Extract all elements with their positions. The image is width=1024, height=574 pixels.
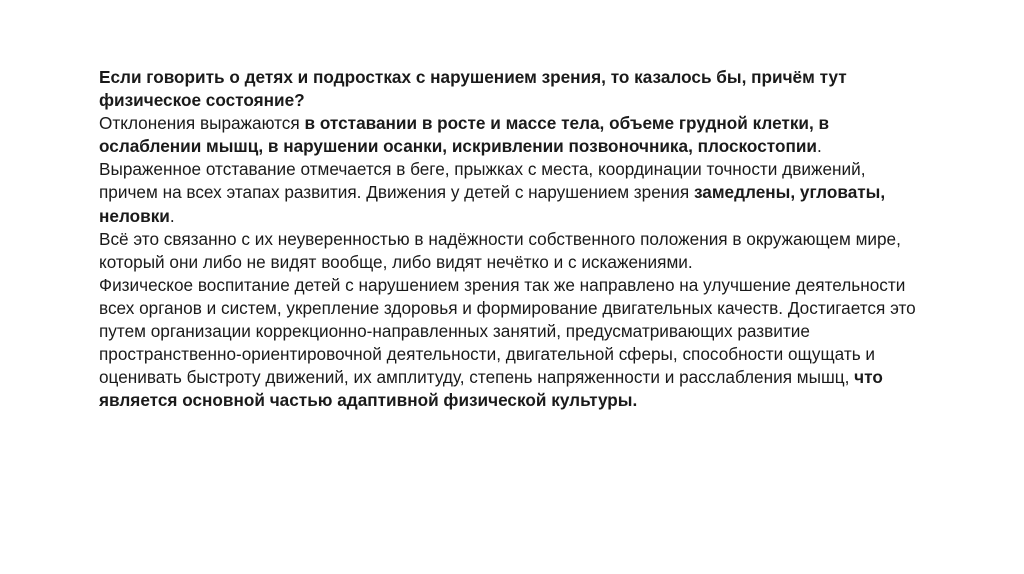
paragraph-deviations-lead: Отклонения выражаются [99,113,305,134]
paragraph-lag [99,158,929,227]
paragraph-deviations-bold: в отставании в росте и массе тела, объеме грудной клетки, в ослаблении мышц, в нарушении осанки, искривлении позвоночника, плоскостопии [99,113,830,157]
paragraph-deviations [99,112,929,158]
paragraph-education-bold: что является основной частью адаптивной физической культуры. [99,367,883,411]
paragraph-deviations-tail: . [816,136,822,157]
paragraph-education [99,274,929,413]
paragraph-lag-bold: замедлены, угловаты, неловки [99,182,886,226]
paragraph-uncertainty: Всё это связанно с их неуверенностью в надёжности собственного положения в окружающем мире, который они либо не видят вообще, либо видят нечётко и с искажениями. [99,228,901,272]
paragraph-lag-tail: . [169,205,175,226]
paragraph-education-lead: Физическое воспитание детей с нарушением зрения так же направлено на улучшение деятельности всех органов и систем, укрепление здоровья и формирование двигательных качеств. Достигается это путем организации коррекционно-направленных занятий, предусматривающих развитие пространственно-ориентировочной деятельности, двигательной сферы, способности ощущать и оценивать быстроту движений, их амплитуду, степень напряженности и расслабления мышц, [99,274,916,388]
question-heading: Если говорить о детях и подростках с нарушением зрения, то казалось бы, причём тут физическое состояние? [99,67,847,111]
paragraph-lag-lead: Выраженное отставание отмечается в беге, прыжках с места, координации точности движений, причем на всех этапах развития. Движения у детей с нарушением зрения [99,159,866,203]
slide-text-body [99,66,929,412]
